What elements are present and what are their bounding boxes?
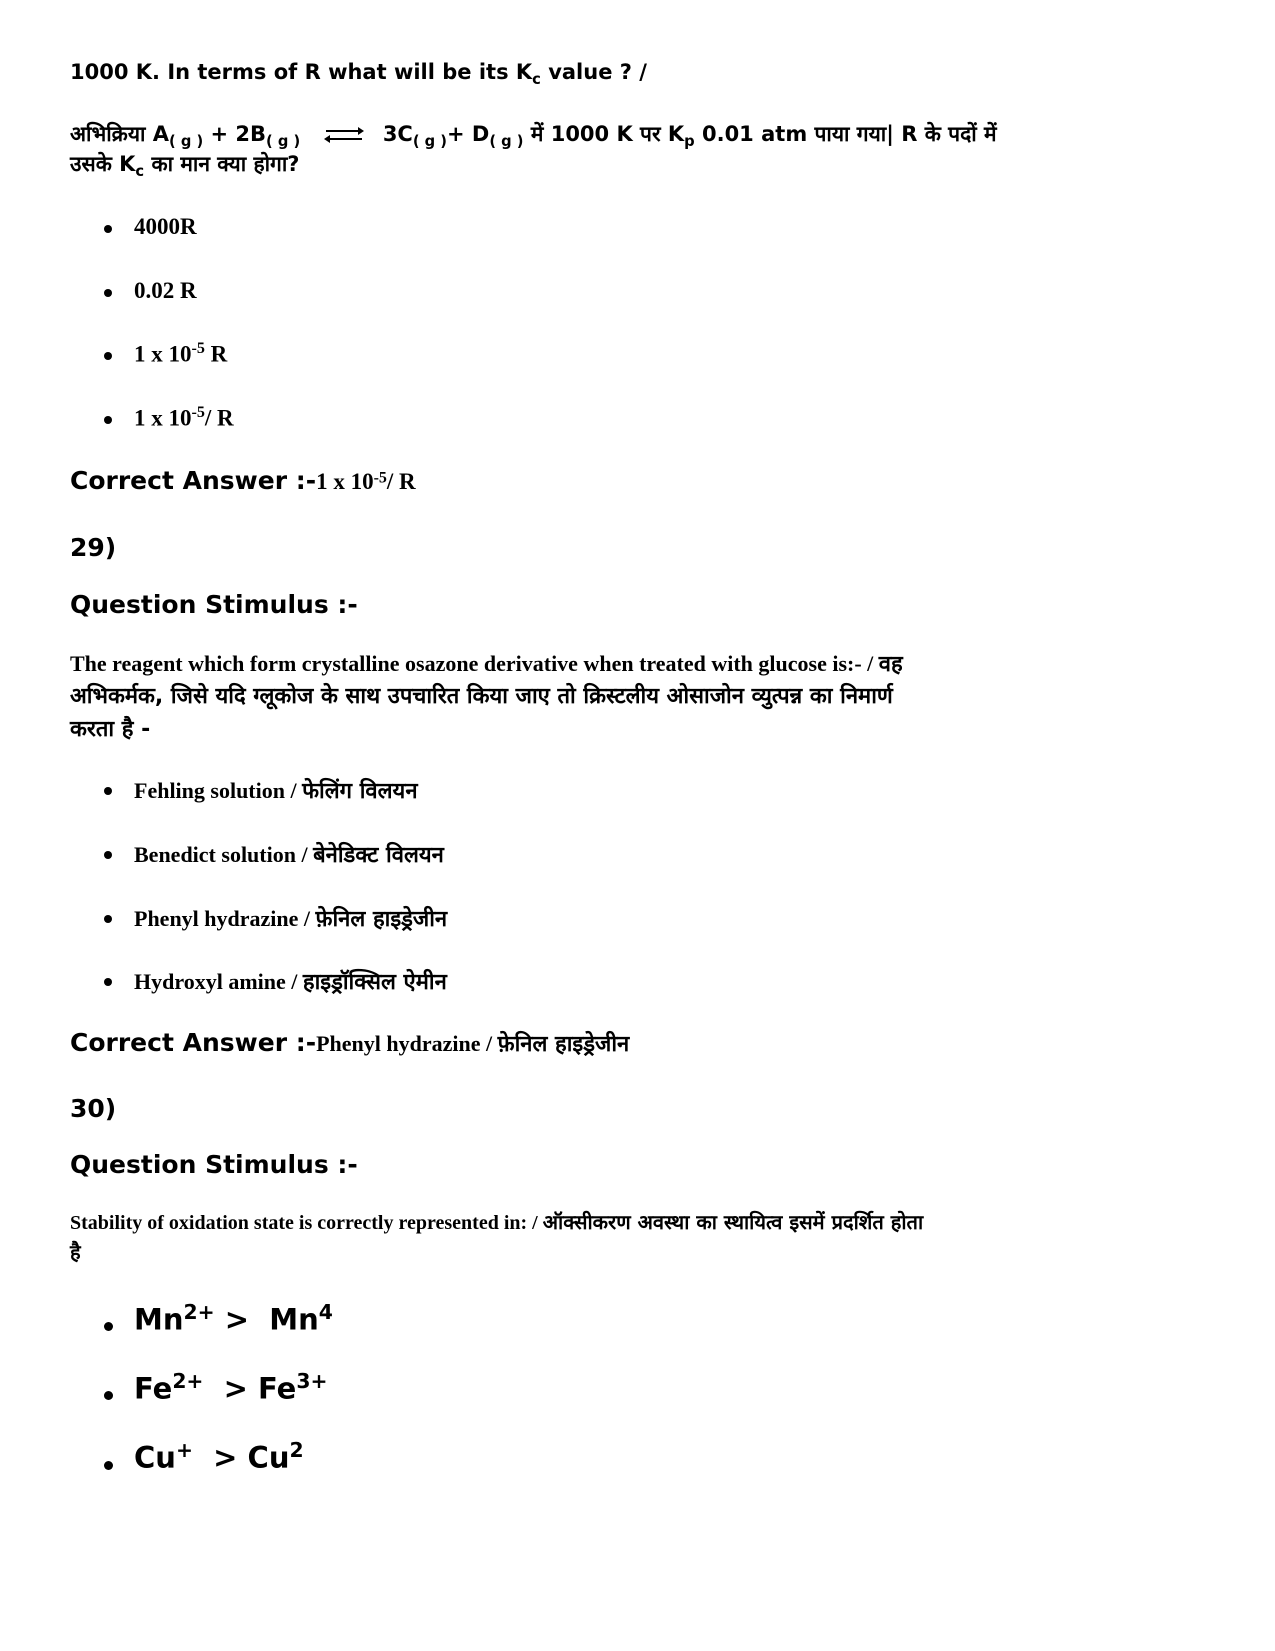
q28-hindi-line2 (70, 150, 300, 180)
bullet-icon (104, 1322, 113, 1331)
q30-option-1-op: > (214, 1302, 270, 1337)
q28-option-4-tail: / R (204, 405, 234, 431)
q28-english-text (70, 60, 647, 88)
q28-option-2 (134, 278, 197, 304)
q30-option-2 (134, 1369, 327, 1406)
q30-option-3-a-sup: + (175, 1438, 193, 1462)
q28-hindi-2b: का मान क्या होगा? (144, 152, 300, 176)
q28-plus-d: + D (447, 122, 490, 146)
q28-option-4 (134, 404, 234, 432)
q30-option-2-a-sup: 2+ (172, 1369, 204, 1393)
q28-sub-g2: ( g ) (266, 133, 301, 151)
q28-english-end: value ? / (540, 60, 647, 84)
q29-stimulus-label: Question Stimulus :- (70, 590, 358, 619)
q29-option-4 (134, 966, 447, 996)
q28-option-1 (134, 214, 197, 240)
correct-answer-label: Correct Answer :- (70, 1028, 317, 1057)
q30-option-1-a: Mn (134, 1302, 184, 1337)
q29-correct-hi: फ़ेनिल हाइड्रेजीन (497, 1032, 630, 1057)
q28-hindi-b: में 1000 K पर K (523, 122, 685, 146)
q30-number: 30) (70, 1094, 117, 1123)
q30-option-3-a: Cu (134, 1440, 176, 1475)
q29-number: 29) (70, 533, 117, 562)
q28-sub-g3: ( g ) (412, 133, 448, 151)
q29-stimulus-line1 (70, 648, 903, 678)
q29-option-3 (134, 903, 447, 933)
q30-option-3-b-sup: 2 (289, 1438, 304, 1462)
q29-option-3-hi: फ़ेनिल हाइड्रेजीन (315, 907, 448, 932)
q28-hindi-c: 0.01 atm पाया गया| R के पदों में (694, 122, 997, 146)
q30-option-1 (134, 1300, 333, 1337)
q29-option-1 (134, 775, 418, 805)
q28-hindi-2a: उसके K (70, 152, 136, 176)
bullet-icon (104, 978, 112, 986)
q30-option-1-a-sup: 2+ (183, 1300, 215, 1324)
q29-option-4-hi: हाइड्रॉक्सिल ऐमीन (302, 970, 447, 995)
q29-stimulus-line3: करता है - (70, 717, 151, 742)
q28-english-sub: c (532, 71, 541, 89)
q30-option-1-b: Mn (269, 1302, 319, 1337)
q28-plus-2b: + 2B (203, 122, 267, 146)
q29-stimulus-hi-1: वह (878, 652, 903, 677)
q30-stimulus-label: Question Stimulus :- (70, 1150, 358, 1179)
q30-option-2-b-sup: 3+ (296, 1369, 328, 1393)
q28-3c: 3C (382, 122, 413, 146)
q30-option-3 (134, 1438, 304, 1475)
q28-correct-answer (70, 466, 416, 495)
q30-stimulus-en: Stability of oxidation state is correctly represented in: / (70, 1212, 543, 1234)
q28-option-3-tail: R (204, 341, 228, 367)
q28-sub-p: p (684, 133, 695, 151)
q30-stimulus-line2: है (70, 1240, 81, 1264)
q28-hindi-line1 (70, 120, 997, 150)
q28-option-3-base: 1 x 10 (134, 341, 192, 367)
q29-option-2-hi: बेनेडिक्ट विलयन (313, 843, 444, 868)
q29-option-2 (134, 839, 444, 869)
q29-option-2-en: Benedict solution / (134, 842, 314, 867)
q29-option-1-hi: फेलिंग विलयन (302, 779, 418, 804)
q30-stimulus-hi-1: ऑक्सीकरण अवस्था का स्थायित्व इसमें प्रदर्शित होता (542, 1210, 924, 1234)
q28-english-main: 1000 K. In terms of R what will be its K (70, 60, 533, 84)
q28-option-4-sup: -5 (191, 404, 205, 421)
q30-stimulus-line1 (70, 1208, 923, 1235)
correct-answer-label: Correct Answer :- (70, 466, 317, 495)
bullet-icon (104, 915, 112, 923)
q28-option-4-base: 1 x 10 (134, 405, 192, 431)
bullet-icon (104, 1461, 113, 1470)
correct-answer-sup: -5 (373, 469, 387, 487)
q28-option-3 (134, 340, 227, 368)
q28-sub-c: c (135, 163, 145, 181)
q29-option-1-en: Fehling solution / (134, 778, 303, 803)
bullet-icon (104, 225, 112, 233)
correct-answer-base: 1 x 10 (316, 469, 374, 494)
q29-stimulus-en: The reagent which form crystalline osazone derivative when treated with glucose is:- / (70, 651, 879, 676)
correct-answer-tail: / R (386, 469, 416, 494)
q29-correct-answer (70, 1028, 629, 1058)
q30-option-1-b-sup: 4 (318, 1300, 333, 1324)
q29-option-4-en: Hydroxyl amine / (134, 969, 303, 994)
bullet-icon (104, 352, 112, 360)
q28-sub-g1: ( g ) (169, 133, 204, 151)
q28-option-3-sup: -5 (191, 340, 205, 357)
equilibrium-arrow-icon (322, 124, 366, 146)
q29-option-3-en: Phenyl hydrazine / (134, 906, 316, 931)
q28-option-2-text: 0.02 R (134, 278, 197, 303)
bullet-icon (104, 289, 112, 297)
q30-option-2-op: > (203, 1371, 259, 1406)
q29-stimulus-line2: अभिकर्मक, जिसे यदि ग्लूकोज के साथ उपचारित किया जाए तो क्रिस्टलीय ओसाजोन व्युत्पन्न का निमार्ण (70, 684, 893, 709)
q30-option-2-b: Fe (258, 1371, 297, 1406)
q28-sub-g4: ( g ) (489, 133, 524, 151)
bullet-icon (104, 787, 112, 795)
bullet-icon (104, 1391, 113, 1400)
q30-option-3-op: > (192, 1440, 248, 1475)
q30-option-3-b: Cu (247, 1440, 290, 1475)
q30-option-2-a: Fe (134, 1371, 173, 1406)
bullet-icon (104, 851, 112, 859)
bullet-icon (104, 416, 112, 424)
q29-correct-en: Phenyl hydrazine / (316, 1031, 498, 1056)
q28-option-1-text: 4000R (134, 214, 197, 239)
q28-hindi-a: अभिक्रिया A (70, 122, 169, 146)
